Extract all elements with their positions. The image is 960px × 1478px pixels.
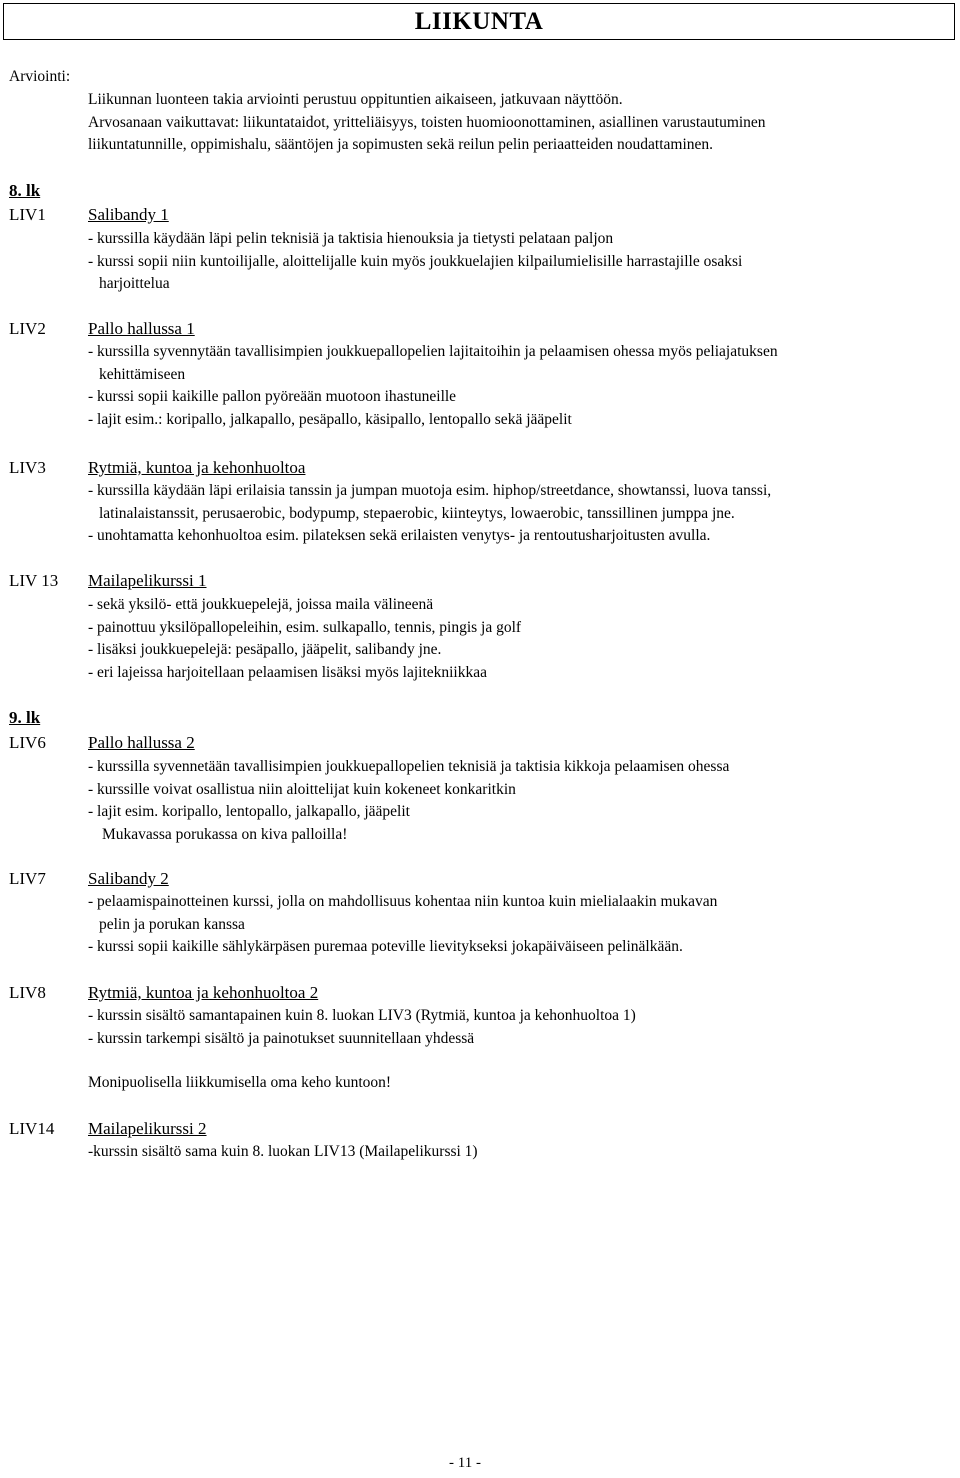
course-title-liv13: Mailapelikurssi 1 — [88, 571, 207, 590]
course-line: Mukavassa porukassa on kiva palloilla! — [102, 825, 348, 843]
course-code-liv7: LIV7 — [9, 869, 46, 888]
course-title-liv6: Pallo hallussa 2 — [88, 733, 195, 752]
course-line: - kurssilla syvennetään tavallisimpien joukkuepallopelien teknisiä ja taktisia kikkoja pelaamisen ohessa — [88, 758, 730, 775]
course-line: latinalaistanssit, perusaerobic, bodypump, stepaerobic, kiinteytys, lowaerobic, tanssillinen jumppa jne. — [99, 504, 735, 522]
course-line: - kurssi sopii kaikille sählykärpäsen puremaa poteville lievitykseksi jokapäiväiseen pelinälkään. — [88, 938, 683, 955]
course-title-liv2: Pallo hallussa 1 — [88, 319, 195, 338]
course-line: - kurssi sopii kaikille pallon pyöreään muotoon ihastuneille — [88, 388, 457, 405]
course-body-liv2 — [88, 341, 778, 431]
course-title-liv3: Rytmiä, kuntoa ja kehonhuoltoa — [88, 458, 306, 477]
course-line: - unohtamatta kehonhuoltoa esim. pilateksen sekä erilaisten venytys- ja rentoutusharjoitusten avulla. — [88, 527, 711, 544]
course-title-liv14: Mailapelikurssi 2 — [88, 1119, 207, 1138]
course-body-liv8 — [88, 1005, 636, 1050]
course-body-liv1 — [88, 228, 742, 296]
grade-9-heading: 9. lk — [9, 708, 41, 727]
course-line: - kurssilla käydään läpi pelin teknisiä ja taktisia hienouksia ja tietysti pelataan paljon — [88, 230, 614, 247]
course-title-liv7: Salibandy 2 — [88, 869, 169, 888]
course-line: - eri lajeissa harjoitellaan pelaamisen lisäksi myös lajitekniikkaa — [88, 663, 487, 681]
course-line: - lisäksi joukkuepelejä: pesäpallo, jääpelit, salibandy jne. — [88, 641, 442, 658]
course-code-liv13: LIV 13 — [9, 571, 59, 590]
course-line: kehittämiseen — [99, 365, 186, 383]
course-line: -kurssin sisältö sama kuin 8. luokan LIV13 (Mailapelikurssi 1) — [88, 1143, 478, 1160]
course-line: - kurssin sisältö samantapainen kuin 8. luokan LIV3 (Rytmiä, kuntoa ja kehonhuoltoa 1) — [88, 1007, 636, 1024]
course-title-liv8: Rytmiä, kuntoa ja kehonhuoltoa 2 — [88, 983, 319, 1002]
assessment-line: Liikunnan luonteen takia arviointi perustuu oppituntien aikaiseen, jatkuvaan näyttöön. — [88, 91, 623, 108]
course-code-liv3: LIV3 — [9, 458, 46, 477]
course-line: - kurssilla syvennytään tavallisimpien joukkuepallopelien lajitaitoihin ja pelaamisen ohessa myös peliajatuksen — [88, 343, 778, 360]
course-code-liv2: LIV2 — [9, 319, 46, 338]
title-box — [3, 3, 955, 40]
course-body-liv13 — [88, 594, 521, 684]
course-note-liv8: Monipuolisella liikkumisella oma keho kuntoon! — [88, 1074, 392, 1091]
course-line: - kurssilla käydään läpi erilaisia tanssin ja jumpan muotoja esim. hiphop/streetdance, showtanssi, luova tanssi, — [88, 482, 772, 499]
course-line: - kurssille voivat osallistua niin aloittelijat kuin kokeneet konkaritkin — [88, 780, 516, 798]
course-body-liv6 — [88, 756, 729, 846]
course-body-liv3 — [88, 480, 771, 548]
course-body-liv7 — [88, 891, 717, 959]
course-line: - painottuu yksilöpallopeleihin, esim. sulkapallo, tennis, pingis ja golf — [88, 618, 522, 636]
course-code-liv8: LIV8 — [9, 983, 46, 1002]
assessment-line: Arvosanaan vaikuttavat: liikuntataidot, yritteliäisyys, toisten huomioonottaminen, asiallinen varustautuminen — [88, 113, 766, 131]
page-title: LIIKUNTA — [414, 7, 544, 35]
course-code-liv14: LIV14 — [9, 1119, 55, 1138]
course-line: pelin ja porukan kanssa — [99, 915, 245, 933]
assessment-text — [88, 89, 766, 157]
page-number: - 11 - — [449, 1455, 481, 1471]
course-code-liv6: LIV6 — [9, 733, 46, 752]
grade-8-heading: 8. lk — [9, 181, 41, 200]
course-line: - lajit esim.: koripallo, jalkapallo, pesäpallo, käsipallo, lentopallo sekä jääpelit — [88, 410, 572, 428]
course-line: - lajit esim. koripallo, lentopallo, jalkapallo, jääpelit — [88, 803, 410, 820]
course-line: harjoittelua — [99, 275, 170, 292]
course-code-liv1: LIV1 — [9, 205, 46, 224]
course-line: - kurssi sopii niin kuntoilijalle, aloittelijalle kuin myös joukkuelajien kilpailumielisille harrastajille osaksi — [88, 252, 743, 270]
course-line: - sekä yksilö- että joukkuepelejä, joissa maila välineenä — [88, 596, 434, 613]
assessment-label: Arviointi: — [9, 68, 71, 85]
course-line: - pelaamispainotteinen kurssi, jolla on mahdollisuus kohentaa niin kuntoa kuin mielialaakin mukavan — [88, 893, 718, 910]
course-line: - kurssin tarkempi sisältö ja painotukset suunnitellaan yhdessä — [88, 1029, 475, 1047]
course-body-liv14 — [88, 1141, 478, 1164]
course-title-liv1: Salibandy 1 — [88, 205, 169, 224]
assessment-line: liikuntatunnille, oppimishalu, sääntöjen ja sopimusten sekä reilun pelin periaatteiden noudattaminen. — [88, 136, 714, 153]
